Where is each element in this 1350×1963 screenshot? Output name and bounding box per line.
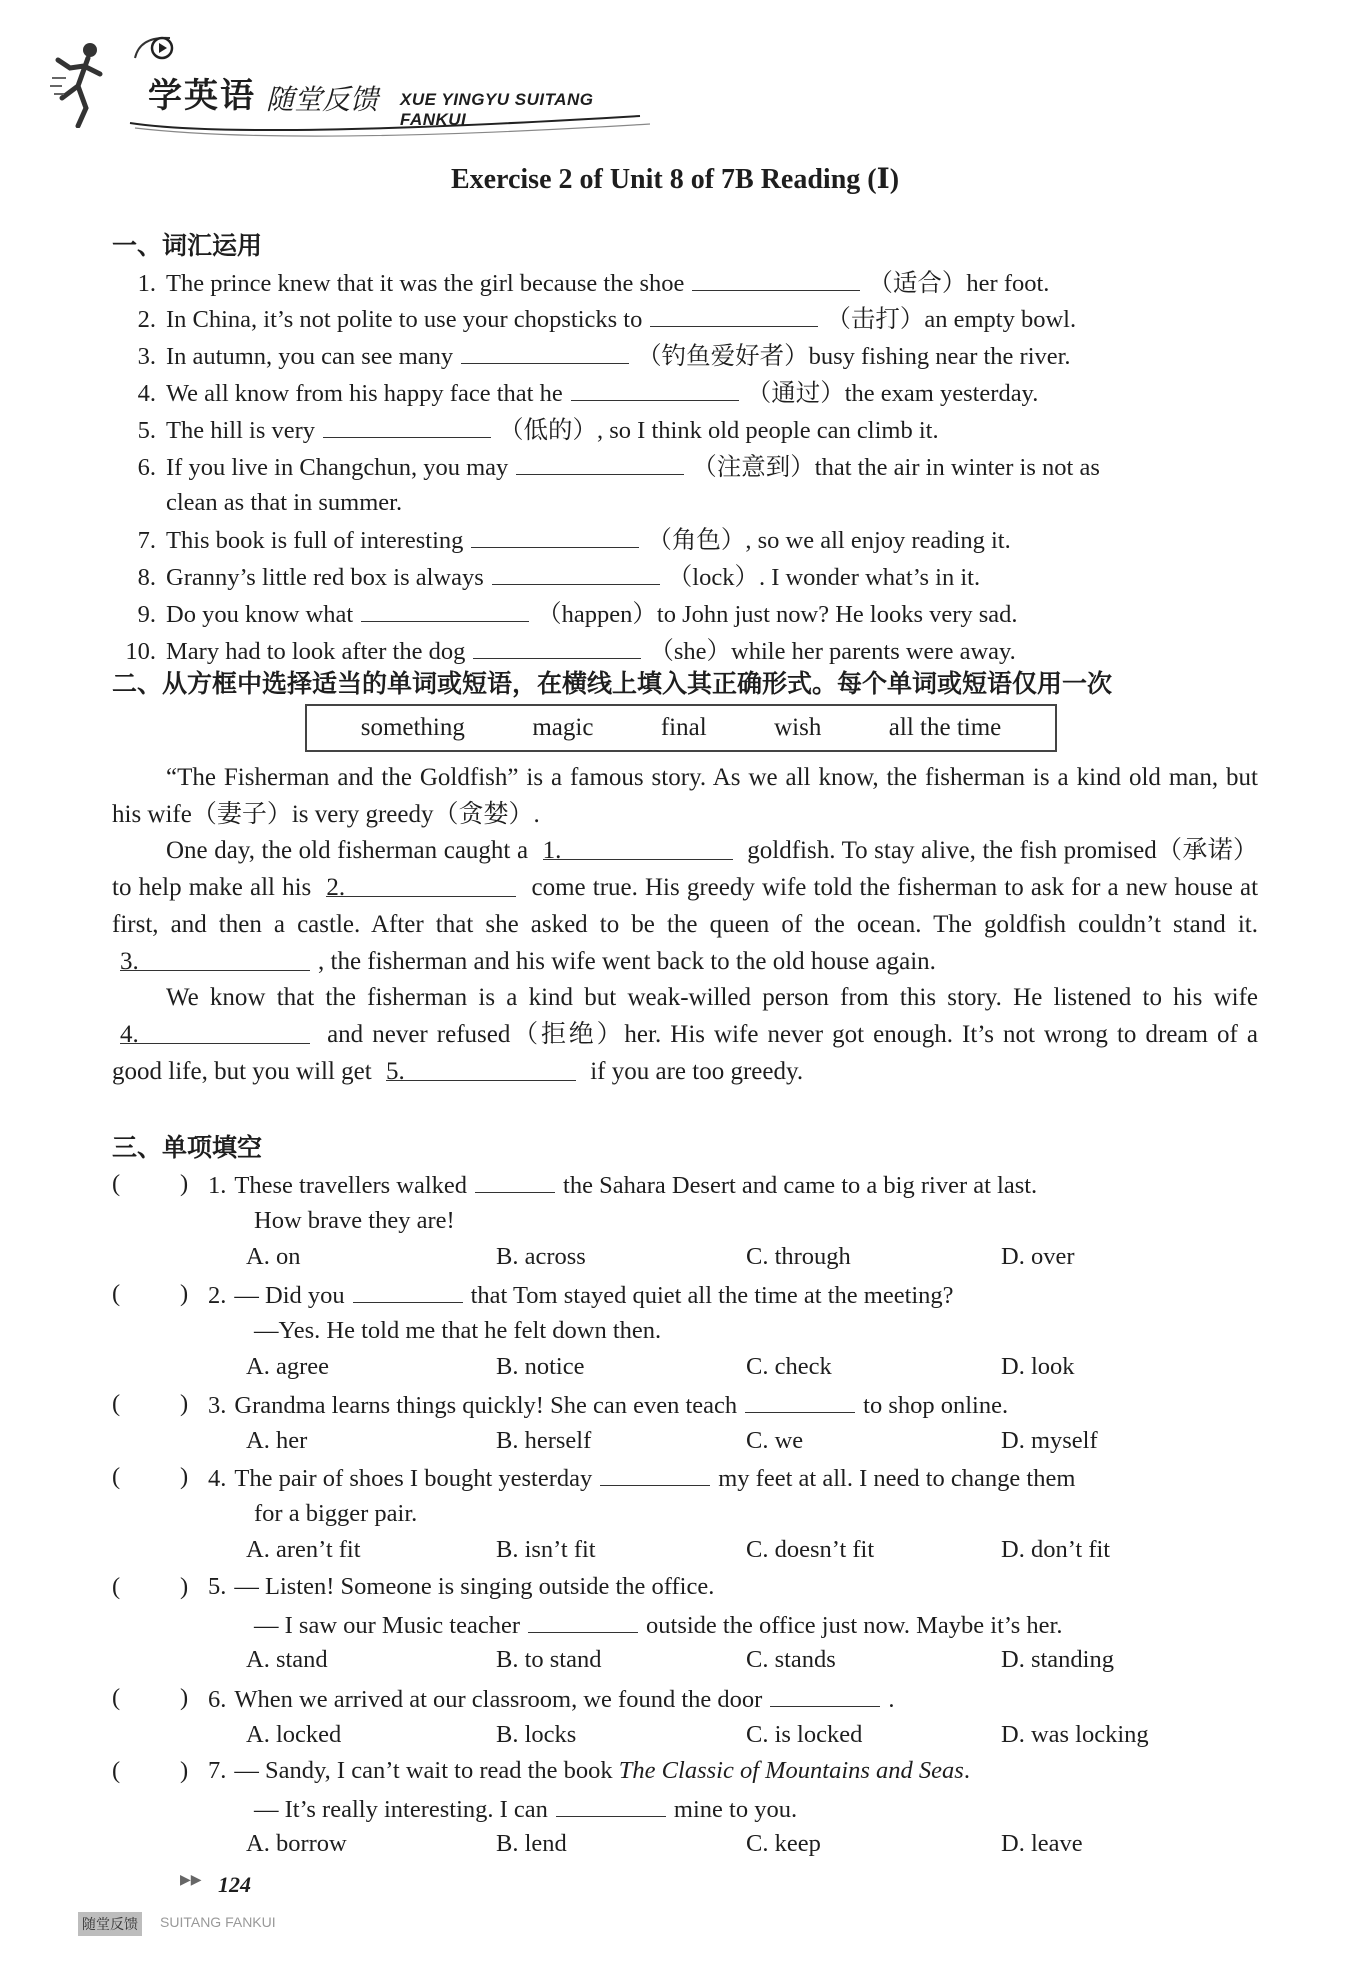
answer-option[interactable]: C. we (746, 1426, 804, 1454)
answer-option[interactable]: B. lend (496, 1830, 567, 1858)
section-1-heading: 一、词汇运用 (112, 231, 263, 260)
vocab-item (112, 300, 1258, 338)
answer-blank[interactable] (323, 411, 491, 438)
answer-blank[interactable] (353, 1276, 463, 1303)
answer-blank[interactable] (492, 558, 660, 585)
blank-number: 4. (120, 1020, 139, 1048)
question-text: The pair of shoes I bought yesterday (234, 1465, 593, 1492)
word-box-item: magic (532, 714, 594, 741)
question-number: 6. (208, 1686, 227, 1713)
vocab-item (112, 337, 1258, 375)
question-text: outside the office just now. Maybe it’s her. (646, 1611, 1063, 1639)
vocab-item (112, 485, 1258, 521)
passage-text: and never refused（拒绝）her. His wife never got enough. It’s not wrong to dream of a good life, but you will get (112, 1020, 1258, 1085)
item-text: The hill is very (166, 417, 316, 444)
item-hint: （happen）to John just now? He looks very sad. (537, 601, 1018, 628)
question-line (208, 1459, 1258, 1498)
word-box-item: wish (774, 714, 822, 741)
item-text: Do you know what (166, 601, 354, 628)
vocab-item (112, 264, 1258, 302)
question-number: 4. (208, 1465, 227, 1492)
answer-blank[interactable] (745, 1386, 855, 1413)
book-title: The Classic of Mountains and Seas (618, 1757, 964, 1784)
item-hint: （低的）, so I think old people can climb it. (499, 417, 939, 444)
item-hint: （lock）. I wonder what’s in it. (667, 564, 981, 591)
question-text: These travellers walked (234, 1172, 468, 1199)
question-text: —Yes. He told me that he felt down then. (254, 1316, 662, 1344)
answer-option[interactable]: C. stands (746, 1646, 836, 1674)
answer-option[interactable]: B. to stand (496, 1646, 602, 1674)
answer-blank-4[interactable] (120, 1017, 310, 1048)
word-box (305, 704, 1057, 752)
answer-paren-close: ) (180, 1390, 189, 1417)
answer-option[interactable]: B. herself (496, 1426, 592, 1454)
question-line (208, 1753, 1258, 1790)
answer-blank[interactable] (461, 337, 629, 364)
question-line (254, 1606, 1304, 1645)
item-text: This book is full of interesting (166, 527, 464, 554)
answer-option[interactable]: D. was locking (1001, 1720, 1149, 1748)
question-text: Grandma learns things quickly! She can even teach (234, 1392, 738, 1419)
section-3-heading: 三、单项填空 (112, 1133, 263, 1162)
answer-blank[interactable] (516, 448, 684, 475)
question-line (254, 1313, 1304, 1350)
question-text: When we arrived at our classroom, we found the door (234, 1686, 763, 1713)
vocab-item (112, 595, 1258, 633)
answer-paren-open[interactable]: ( (112, 1390, 121, 1417)
answer-option[interactable]: A. her (246, 1426, 308, 1454)
item-number: 5. (137, 417, 156, 444)
passage-text: come true. His greedy wife told the fisherman to ask for a new house at first, and then a castle. After that she asked to be the queen of the ocean. The goldfish couldn’t stand it. (112, 874, 1259, 938)
exercise-title: Exercise 2 of Unit 8 of 7B Reading (Ⅰ) (450, 164, 900, 195)
vocab-item (112, 558, 1258, 596)
question-number: 2. (208, 1282, 227, 1309)
answer-paren-open[interactable]: ( (112, 1280, 121, 1307)
item-hint: （she）while her parents were away. (649, 638, 1016, 665)
page-number: 124 (218, 1872, 251, 1897)
question-text: How brave they are! (254, 1206, 455, 1234)
question-line (208, 1276, 1258, 1315)
passage (112, 760, 1258, 1090)
answer-blank[interactable] (650, 300, 818, 327)
item-hint: （通过）the exam yesterday. (746, 380, 1039, 407)
answer-paren-open[interactable]: ( (112, 1757, 121, 1784)
answer-option[interactable]: D. standing (1001, 1646, 1114, 1674)
answer-option[interactable]: D. over (1001, 1243, 1075, 1271)
answer-option[interactable]: C. is locked (746, 1720, 863, 1748)
answer-option[interactable]: D. look (1001, 1353, 1075, 1381)
question-line (208, 1680, 1258, 1719)
answer-paren-close: ) (180, 1573, 189, 1600)
answer-option[interactable]: A. on (246, 1243, 301, 1271)
page-arrow-icon: ▶▶ (180, 1873, 202, 1888)
question-line (208, 1569, 1258, 1606)
question-number: 3. (208, 1392, 227, 1419)
item-hint: （钓鱼爱好者）busy fishing near the river. (637, 343, 1071, 370)
vocab-item (112, 411, 1258, 449)
item-text: The prince knew that it was the girl because the shoe (166, 270, 685, 297)
question-line (254, 1203, 1304, 1240)
answer-option[interactable]: B. isn’t fit (496, 1536, 596, 1564)
answer-blank[interactable] (556, 1790, 666, 1817)
question-text: — It’s really interesting. I can (254, 1795, 548, 1823)
word-box-item: final (660, 714, 707, 741)
section-2-heading: 二、从方框中选择适当的单词或短语，在横线上填入其正确形式。每个单词或短语仅用一次 (112, 669, 1113, 698)
answer-blank-3[interactable] (120, 944, 310, 975)
answer-blank[interactable] (571, 374, 739, 401)
footer-label: 随堂反馈 (78, 1912, 142, 1936)
answer-blank[interactable] (528, 1606, 638, 1633)
answer-option[interactable]: A. stand (246, 1646, 328, 1674)
item-text: If you live in Changchun, you may (166, 454, 509, 481)
item-number: 2. (137, 306, 156, 333)
item-text: In China, it’s not polite to use your chopsticks to (166, 306, 643, 333)
question-text: my feet at all. I need to change them (718, 1465, 1076, 1492)
answer-blank-2[interactable] (326, 870, 516, 902)
answer-paren-close: ) (180, 1280, 189, 1307)
passage-text: if you are too greedy. (590, 1057, 804, 1085)
item-number: 1. (137, 270, 156, 297)
answer-option[interactable]: B. notice (496, 1353, 585, 1381)
question-number: 5. (208, 1573, 227, 1600)
question-line (254, 1790, 1304, 1829)
brand-subtitle: 随堂反馈 (266, 83, 379, 116)
answer-option[interactable]: C. check (746, 1353, 832, 1381)
item-number: 4. (137, 380, 156, 407)
question-text: to shop online. (863, 1392, 1009, 1419)
answer-option[interactable]: C. doesn’t fit (746, 1536, 875, 1564)
blank-number: 2. (326, 874, 346, 902)
footer-pinyin: SUITANG FANKUI (160, 1914, 276, 1930)
blank-number: 3. (120, 947, 139, 975)
answer-blank-1[interactable] (542, 833, 733, 865)
passage-text: goldfish. To stay alive, the fish promised（承诺）to help make all his (112, 837, 1259, 902)
passage-paragraph-3 (112, 980, 1258, 1090)
answer-blank[interactable] (475, 1166, 555, 1193)
item-number: 7. (137, 527, 156, 554)
vocab-item (112, 448, 1258, 486)
item-number: 6. (137, 454, 156, 481)
item-text: We all know from his happy face that he (166, 380, 563, 407)
answer-option[interactable]: A. agree (246, 1353, 329, 1381)
answer-paren-close: ) (180, 1463, 189, 1490)
page-header (40, 28, 660, 138)
answer-option[interactable]: A. locked (246, 1720, 342, 1748)
question-number: 7. (208, 1757, 227, 1784)
answer-option[interactable]: A. aren’t fit (246, 1536, 361, 1564)
word-box-item: all the time (888, 714, 1002, 741)
item-hint: （适合）her foot. (868, 270, 1050, 297)
answer-blank-5[interactable] (385, 1054, 576, 1085)
item-number: 8. (137, 564, 156, 591)
answer-blank[interactable] (692, 264, 860, 291)
answer-paren-close: ) (180, 1684, 189, 1711)
answer-paren-open[interactable]: ( (112, 1170, 121, 1197)
answer-paren-close: ) (180, 1757, 189, 1784)
passage-paragraph-1: “The Fisherman and the Goldfish” is a famous story. As we all know, the fisherman is a kind old man, but his wife（妻子）is very greedy（贪婪）. (112, 764, 1258, 828)
answer-blank[interactable] (473, 632, 641, 659)
question-line (208, 1166, 1258, 1205)
item-hint: （击打）an empty bowl. (826, 306, 1077, 333)
vocab-item (112, 521, 1258, 559)
answer-paren-open[interactable]: ( (112, 1573, 121, 1600)
item-number: 9. (137, 601, 156, 628)
question-text: . (963, 1757, 970, 1784)
blank-number: 5. (385, 1057, 405, 1085)
answer-option[interactable]: D. leave (1001, 1830, 1083, 1858)
answer-option[interactable]: C. through (746, 1243, 851, 1271)
answer-option[interactable]: A. borrow (246, 1830, 347, 1858)
question-text: . (888, 1686, 895, 1713)
answer-paren-open[interactable]: ( (112, 1463, 121, 1490)
question-text: — I saw our Music teacher (254, 1611, 521, 1639)
question-text: for a bigger pair. (254, 1499, 418, 1527)
item-text: clean as that in summer. (166, 489, 403, 516)
word-box-item: something (360, 714, 465, 741)
brand-pinyin: XUE YINGYU SUITANG FANKUI (400, 90, 594, 129)
question-text: that Tom stayed quiet all the time at the meeting? (470, 1282, 954, 1309)
answer-option[interactable]: D. myself (1001, 1426, 1098, 1454)
answer-option[interactable]: B. locks (496, 1720, 577, 1748)
blank-number: 1. (542, 837, 562, 865)
answer-option[interactable]: C. keep (746, 1830, 821, 1858)
passage-paragraph-2 (112, 833, 1258, 980)
answer-blank[interactable] (471, 521, 639, 548)
item-text: In autumn, you can see many (166, 343, 454, 370)
play-icon (150, 36, 174, 60)
answer-paren-open[interactable]: ( (112, 1684, 121, 1711)
item-hint: （注意到）that the air in winter is not as (692, 454, 1100, 481)
question-text: — Sandy, I can’t wait to read the book (234, 1757, 619, 1784)
answer-option[interactable]: D. don’t fit (1001, 1536, 1111, 1564)
item-hint: （角色）, so we all enjoy reading it. (647, 527, 1011, 554)
item-text: Granny’s little red box is always (166, 564, 484, 591)
item-number: 3. (137, 343, 156, 370)
passage-text: We know that the fisherman is a kind but weak-willed person from this story. He listened to his wife (166, 984, 1258, 1012)
passage-text: One day, the old fisherman caught a (166, 837, 529, 865)
question-text: the Sahara Desert and came to a big river at last. (563, 1172, 1038, 1199)
answer-blank[interactable] (600, 1459, 710, 1486)
question-text: mine to you. (673, 1795, 798, 1823)
item-text: Mary had to look after the dog (166, 638, 466, 665)
question-text: — Did you (234, 1282, 345, 1309)
answer-option[interactable]: B. across (496, 1243, 586, 1271)
vocab-item (112, 374, 1258, 412)
question-text: — Listen! Someone is singing outside the office. (234, 1573, 715, 1600)
answer-blank[interactable] (361, 595, 529, 622)
brand-name: 学英语 (148, 76, 256, 116)
question-line (208, 1386, 1258, 1425)
passage-text: , the fisherman and his wife went back to the old house again. (318, 947, 936, 975)
runner-icon (48, 38, 118, 128)
item-number: 10. (125, 638, 156, 665)
question-number: 1. (208, 1172, 227, 1199)
answer-blank[interactable] (770, 1680, 880, 1707)
answer-paren-close: ) (180, 1170, 189, 1197)
question-line (254, 1496, 1304, 1533)
